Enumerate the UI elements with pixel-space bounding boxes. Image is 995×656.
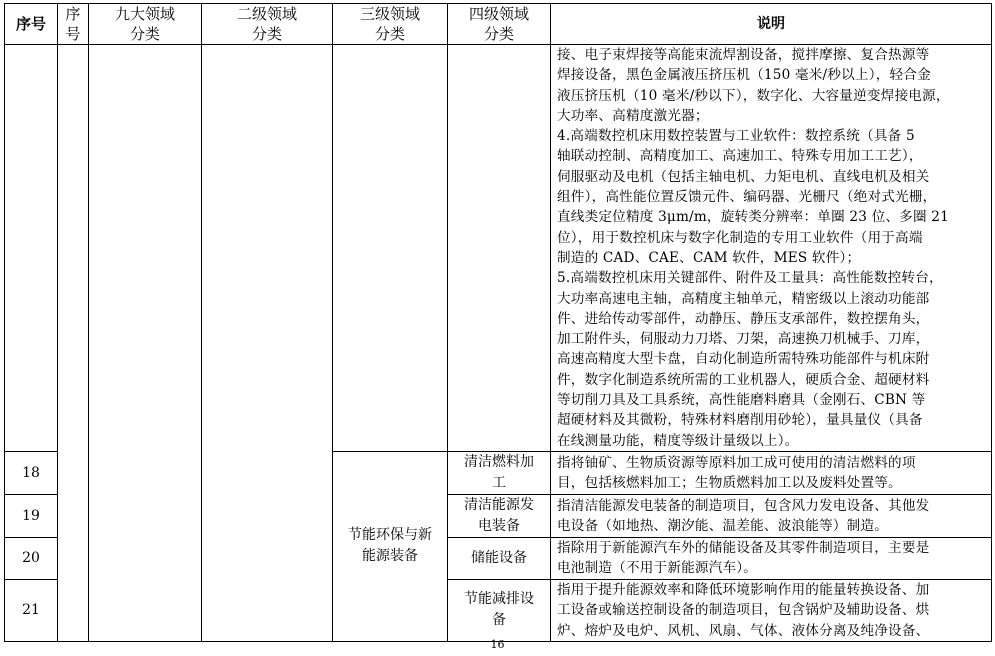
header-description: 说明	[551, 4, 992, 45]
level4-category	[448, 494, 551, 537]
level4-line: 备	[492, 612, 506, 629]
desc-line: 轴联动控制、高精度加工、高速加工、特殊专用加工工艺），	[557, 148, 923, 165]
header-level2	[202, 4, 333, 45]
continuation-row	[5, 45, 992, 452]
row-description	[551, 494, 992, 537]
row-number: 20	[5, 537, 58, 579]
header-level3-line: 三级领域	[359, 5, 420, 23]
desc-line: 加工附件头，伺服动力刀塔、刀架，高速换刀机械手、刀库，	[557, 331, 930, 348]
row-description	[551, 537, 992, 579]
desc-line: 指清洁能源发电装备的制造项目，包含风力发电设备、其他发	[557, 497, 930, 514]
desc-line: 件、进给传动零部件，动静压、静压支承部件，数控摆角头，	[557, 310, 930, 327]
desc-line: 在线测量功能，精度等级计量级以上）。	[557, 432, 799, 449]
desc-line: 5.高端数控机床用关键部件、附件及工量具：高性能数控转台，	[557, 270, 943, 287]
header-level4-line: 分类	[483, 25, 514, 43]
row-description	[551, 451, 992, 494]
desc-line: 炉、熔炉及电炉、风机、风扇、气体、液体分离及纯净设备、	[557, 622, 930, 639]
desc-line: 超硬材料及其微粉，特殊材料磨削用砂轮），量具量仪（具备	[557, 412, 923, 429]
cell-level1-merged	[89, 45, 202, 642]
desc-line: 指除用于新能源汽车外的储能设备及其零件制造项目，主要是	[557, 540, 930, 557]
header-seq-2	[58, 4, 89, 45]
desc-line: 件，数字化制造系统所需的工业机器人，硬质合金、超硬材料	[557, 371, 930, 388]
desc-line: 制造的 CAD、CAE、CAM 软件，MES 软件）；	[557, 249, 861, 266]
cell-empty	[333, 45, 448, 452]
desc-line: 直线类定位精度 3μm/m，旋转类分辨率：单圈 23 位、多圈 21	[557, 209, 949, 226]
level4-line: 工	[492, 474, 506, 491]
header-level4-line: 四级领域	[468, 5, 529, 23]
desc-line: 等切削刀具及工具系统，高性能磨料磨具（金刚石、CBN 等	[557, 392, 926, 409]
row-number: 19	[5, 494, 58, 537]
header-seq-2-line: 号	[65, 25, 81, 43]
desc-line: 大功率高速电主轴，高精度主轴单元，精密级以上滚动功能部	[557, 290, 930, 307]
desc-line: 电设备（如地热、潮汐能、温差能、波浪能等）制造。	[557, 517, 889, 534]
desc-line: 位），用于数控机床与数字化制造的专用工业软件（用于高端	[557, 229, 923, 246]
level4-line: 清洁燃料加	[464, 453, 534, 470]
row-number: 18	[5, 451, 58, 494]
level4-line: 清洁能源发	[464, 496, 534, 513]
desc-line: 组件），高性能位置反馈元件、编码器、光栅尺（绝对式光栅，	[557, 189, 937, 206]
level4-line: 电装备	[478, 517, 520, 534]
page-number: 16	[490, 638, 505, 651]
level4-line: 节能减排设	[464, 591, 534, 608]
desc-line: 指将铀矿、生物质资源等原料加工成可使用的清洁燃料的项	[557, 454, 916, 471]
cell-seq2-merged	[58, 45, 89, 642]
cell-level2-merged	[202, 45, 333, 642]
header-row	[5, 4, 992, 45]
desc-line: 大功率、高精度激光器；	[557, 107, 709, 124]
header-level1-line: 九大领域	[114, 5, 175, 23]
header-level2-line: 分类	[251, 25, 282, 43]
classification-table	[4, 3, 992, 642]
level3-category-line: 节能环保与新	[348, 527, 432, 544]
desc-line: 接、电子束焊接等高能束流焊割设备，搅拌摩擦、复合热源等	[557, 47, 930, 63]
desc-line: 4.高端数控机床用数控装置与工业软件：数控系统（具备 5	[557, 128, 915, 145]
desc-line: 液压挤压机（10 毫米/秒以下），数字化、大容量逆变焊接电源，	[557, 87, 950, 104]
desc-line: 焊接设备，黑色金属液压挤压机（150 毫米/秒以上），轻合金	[557, 67, 931, 84]
level4-category	[448, 537, 551, 579]
header-level1	[89, 4, 202, 45]
desc-line: 高速高精度大型卡盘，自动化制造所需特殊功能部件与机床附	[557, 351, 930, 368]
level3-category-line: 能源装备	[362, 548, 418, 565]
header-seq: 序号	[5, 4, 58, 45]
header-level3-line: 分类	[374, 25, 405, 43]
cell-empty	[448, 45, 551, 452]
header-level2-line: 二级领域	[236, 5, 297, 23]
cell-empty	[5, 45, 58, 452]
header-level3	[333, 4, 448, 45]
desc-line: 指用于提升能源效率和降低环境影响作用的能量转换设备、加	[557, 581, 930, 598]
desc-line: 电池制造（不用于新能源汽车）。	[557, 560, 758, 577]
level4-line: 储能设备	[471, 549, 527, 566]
header-level1-line: 分类	[129, 25, 160, 43]
row-description	[551, 579, 992, 641]
row-number: 21	[5, 579, 58, 641]
level4-category	[448, 579, 551, 641]
desc-line: 目，包括核燃料加工；生物质燃料加工以及废料处置等。	[557, 474, 902, 491]
level3-category	[333, 451, 448, 641]
desc-line: 工设备或输送控制设备的制造项目，包含锅炉及辅助设备、烘	[557, 602, 930, 619]
level4-category	[448, 451, 551, 494]
continuation-description	[551, 45, 992, 452]
header-seq-2-line: 序	[65, 5, 81, 23]
header-level4	[448, 4, 551, 45]
desc-line: 伺服驱动及电机（包括主轴电机、力矩电机、直线电机及相关	[557, 168, 930, 185]
